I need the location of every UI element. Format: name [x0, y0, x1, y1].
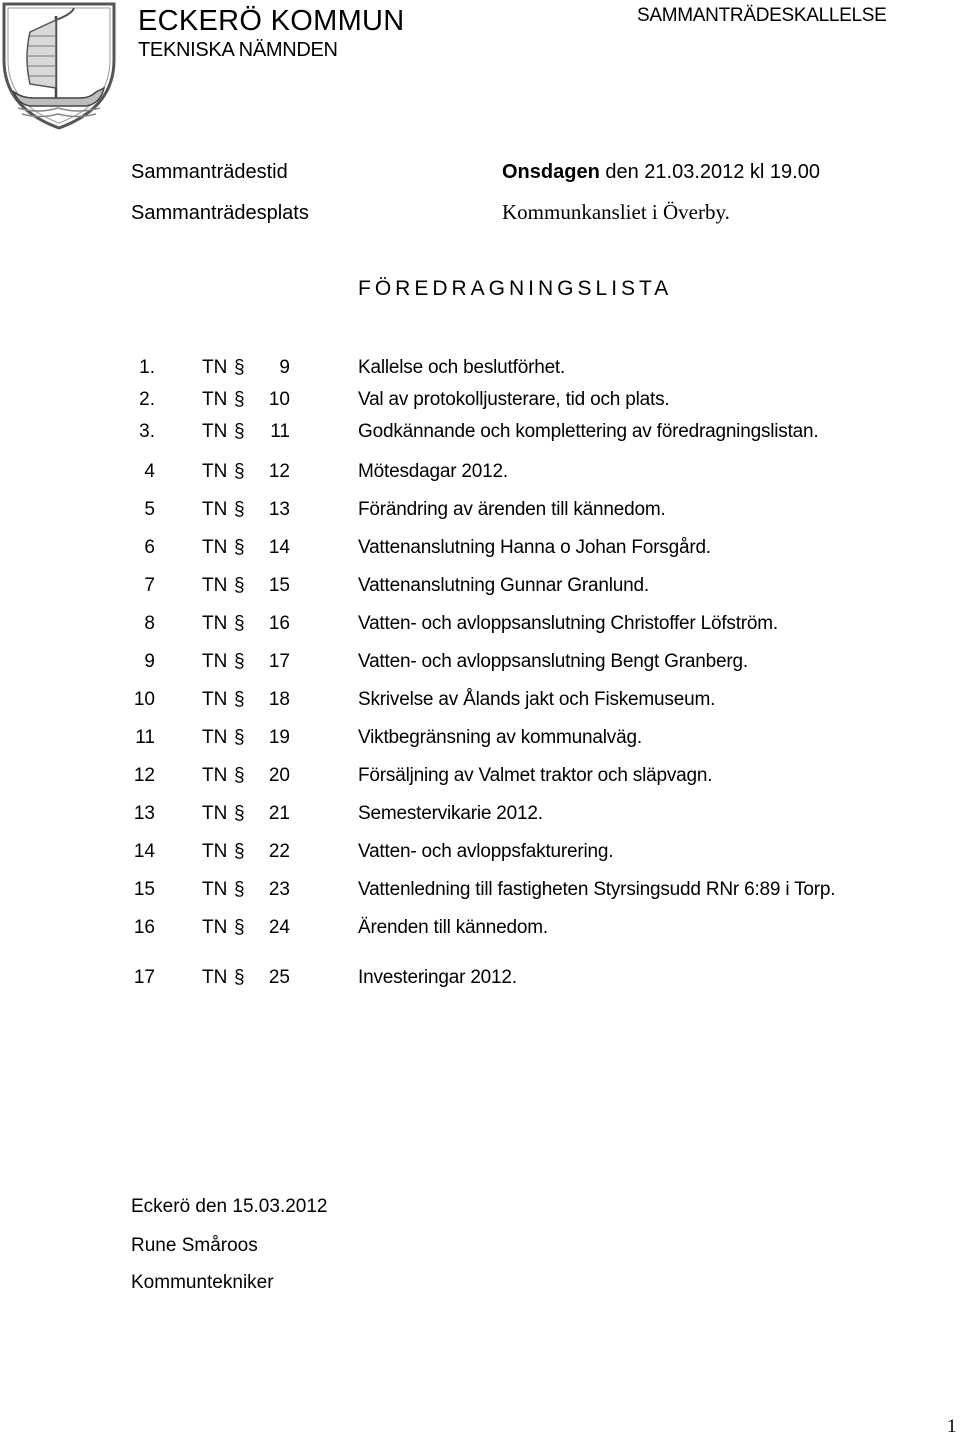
- agenda-item-body: TN: [202, 537, 228, 558]
- agenda-item-body: TN: [202, 689, 228, 710]
- agenda-item: [0, 420, 960, 444]
- agenda-item-paragraph: 12: [268, 461, 290, 482]
- agenda-item-paragraph: 9: [279, 357, 290, 378]
- section-sign: §: [234, 841, 245, 862]
- agenda-item-number: 13: [133, 803, 155, 824]
- signature-place-date: Eckerö den 15.03.2012: [131, 1196, 328, 1217]
- organization-name: ECKERÖ KOMMUN: [138, 5, 405, 37]
- signature-name: Rune Småroos: [131, 1235, 258, 1256]
- agenda-item-body: TN: [202, 499, 228, 520]
- agenda-item-number: 1.: [139, 357, 155, 378]
- agenda-item-number: 15: [133, 879, 155, 900]
- agenda-item-title: Investeringar 2012.: [358, 967, 517, 988]
- agenda-item-paragraph: 13: [268, 499, 290, 520]
- agenda-item-title: Godkännande och komplettering av föredragningslistan.: [358, 421, 819, 442]
- agenda-item-paragraph: 16: [268, 613, 290, 634]
- agenda-item-paragraph: 11: [270, 421, 290, 442]
- agenda-item-title: Kallelse och beslutförhet.: [358, 357, 566, 378]
- section-sign: §: [234, 765, 245, 786]
- agenda-item-body: TN: [202, 727, 228, 748]
- agenda-item-title: Vatten- och avloppsanslutning Bengt Granberg.: [358, 651, 748, 672]
- agenda-item-title: Vatten- och avloppsfakturering.: [358, 841, 614, 862]
- agenda-item: [0, 878, 960, 902]
- agenda-item: [0, 840, 960, 864]
- agenda-item-number: 11: [135, 727, 155, 748]
- section-sign: §: [234, 967, 245, 988]
- agenda-item-body: TN: [202, 357, 228, 378]
- agenda-item-body: TN: [202, 841, 228, 862]
- agenda-item-body: TN: [202, 917, 228, 938]
- agenda-item: [0, 966, 960, 990]
- agenda-item-number: 16: [133, 917, 155, 938]
- section-sign: §: [234, 803, 245, 824]
- section-sign: §: [234, 613, 245, 634]
- section-sign: §: [234, 879, 245, 900]
- agenda-item: [0, 688, 960, 712]
- agenda-item-title: Semestervikarie 2012.: [358, 803, 543, 824]
- meeting-day: Onsdagen: [502, 161, 600, 183]
- agenda-item-number: 9: [144, 651, 155, 672]
- section-sign: §: [234, 689, 245, 710]
- agenda-item-title: Försäljning av Valmet traktor och släpvagn.: [358, 765, 713, 786]
- meeting-time-value: [502, 160, 820, 184]
- agenda-item-number: 12: [133, 765, 155, 786]
- agenda-item: [0, 612, 960, 636]
- document-type: SAMMANTRÄDESKALLELSE: [637, 5, 887, 26]
- agenda-item-body: TN: [202, 613, 228, 634]
- agenda-item: [0, 356, 960, 380]
- agenda-item-body: TN: [202, 651, 228, 672]
- agenda-item-number: 3.: [139, 421, 155, 442]
- agenda-item-number: 2.: [139, 389, 155, 410]
- agenda-item-paragraph: 10: [268, 389, 290, 410]
- agenda-item-body: TN: [202, 879, 228, 900]
- meeting-place-label: Sammanträdesplats: [131, 202, 309, 224]
- agenda-item: [0, 726, 960, 750]
- agenda-item-number: 17: [133, 967, 155, 988]
- agenda-item-body: TN: [202, 461, 228, 482]
- agenda-item-paragraph: 22: [268, 841, 290, 862]
- agenda-item-body: TN: [202, 765, 228, 786]
- agenda-item-title: Vattenanslutning Gunnar Granlund.: [358, 575, 649, 596]
- agenda-item-paragraph: 17: [268, 651, 290, 672]
- section-sign: §: [234, 357, 245, 378]
- agenda-item-body: TN: [202, 967, 228, 988]
- agenda-item-body: TN: [202, 421, 228, 442]
- meeting-place-value: Kommunkansliet i Överby.: [502, 200, 730, 224]
- section-sign: §: [234, 389, 245, 410]
- agenda-item-title: Vattenanslutning Hanna o Johan Forsgård.: [358, 537, 711, 558]
- agenda-item-paragraph: 18: [268, 689, 290, 710]
- document-title: FÖREDRAGNINGSLISTA: [358, 277, 673, 300]
- agenda-item-title: Vatten- och avloppsanslutning Christoffer Löfström.: [358, 613, 778, 634]
- department-name: TEKNISKA NÄMNDEN: [138, 39, 338, 61]
- agenda-item-title: Mötesdagar 2012.: [358, 461, 508, 482]
- agenda-item-paragraph: 14: [268, 537, 290, 558]
- agenda-item-number: 7: [144, 575, 155, 596]
- agenda-item-number: 6: [144, 537, 155, 558]
- section-sign: §: [234, 651, 245, 672]
- section-sign: §: [234, 575, 245, 596]
- agenda-item-body: TN: [202, 389, 228, 410]
- agenda-item: [0, 574, 960, 598]
- section-sign: §: [234, 537, 245, 558]
- agenda-item-paragraph: 20: [268, 765, 290, 786]
- agenda-item-paragraph: 24: [268, 917, 290, 938]
- agenda-item-number: 8: [144, 613, 155, 634]
- agenda-item-title: Skrivelse av Ålands jakt och Fiskemuseum.: [358, 689, 716, 710]
- agenda-item: [0, 388, 960, 412]
- agenda-item-number: 5: [144, 499, 155, 520]
- agenda-item: [0, 498, 960, 522]
- agenda-item-number: 4: [144, 461, 155, 482]
- agenda-item-body: TN: [202, 803, 228, 824]
- agenda-item-paragraph: 23: [268, 879, 290, 900]
- section-sign: §: [234, 499, 245, 520]
- agenda-item: [0, 764, 960, 788]
- agenda-item-title: Viktbegränsning av kommunalväg.: [358, 727, 642, 748]
- section-sign: §: [234, 461, 245, 482]
- agenda-item-title: Val av protokolljusterare, tid och plats.: [358, 389, 670, 410]
- signature-role: Kommuntekniker: [131, 1272, 274, 1293]
- agenda-item-number: 14: [133, 841, 155, 862]
- agenda-item-title: Ärenden till kännedom.: [358, 917, 548, 938]
- agenda-item-paragraph: 21: [268, 803, 290, 824]
- section-sign: §: [234, 917, 245, 938]
- agenda-item-paragraph: 15: [268, 575, 290, 596]
- agenda-item: [0, 650, 960, 674]
- agenda-item: [0, 802, 960, 826]
- agenda-item: [0, 916, 960, 940]
- municipal-crest-viking-ship-icon: [0, 0, 118, 132]
- agenda-item-title: Vattenledning till fastigheten Styrsingsudd RNr 6:89 i Torp.: [358, 879, 836, 900]
- agenda-item-body: TN: [202, 575, 228, 596]
- meeting-time-label: Sammanträdestid: [131, 161, 288, 183]
- agenda-item-paragraph: 19: [268, 727, 290, 748]
- agenda-item: [0, 536, 960, 560]
- agenda-item-title: Förändring av ärenden till kännedom.: [358, 499, 666, 520]
- page-number: 1: [947, 1416, 957, 1437]
- meeting-date-time: den 21.03.2012 kl 19.00: [599, 161, 820, 183]
- agenda-item-paragraph: 25: [268, 967, 290, 988]
- agenda-item: [0, 460, 960, 484]
- section-sign: §: [234, 727, 245, 748]
- section-sign: §: [234, 421, 245, 442]
- agenda-item-number: 10: [133, 689, 155, 710]
